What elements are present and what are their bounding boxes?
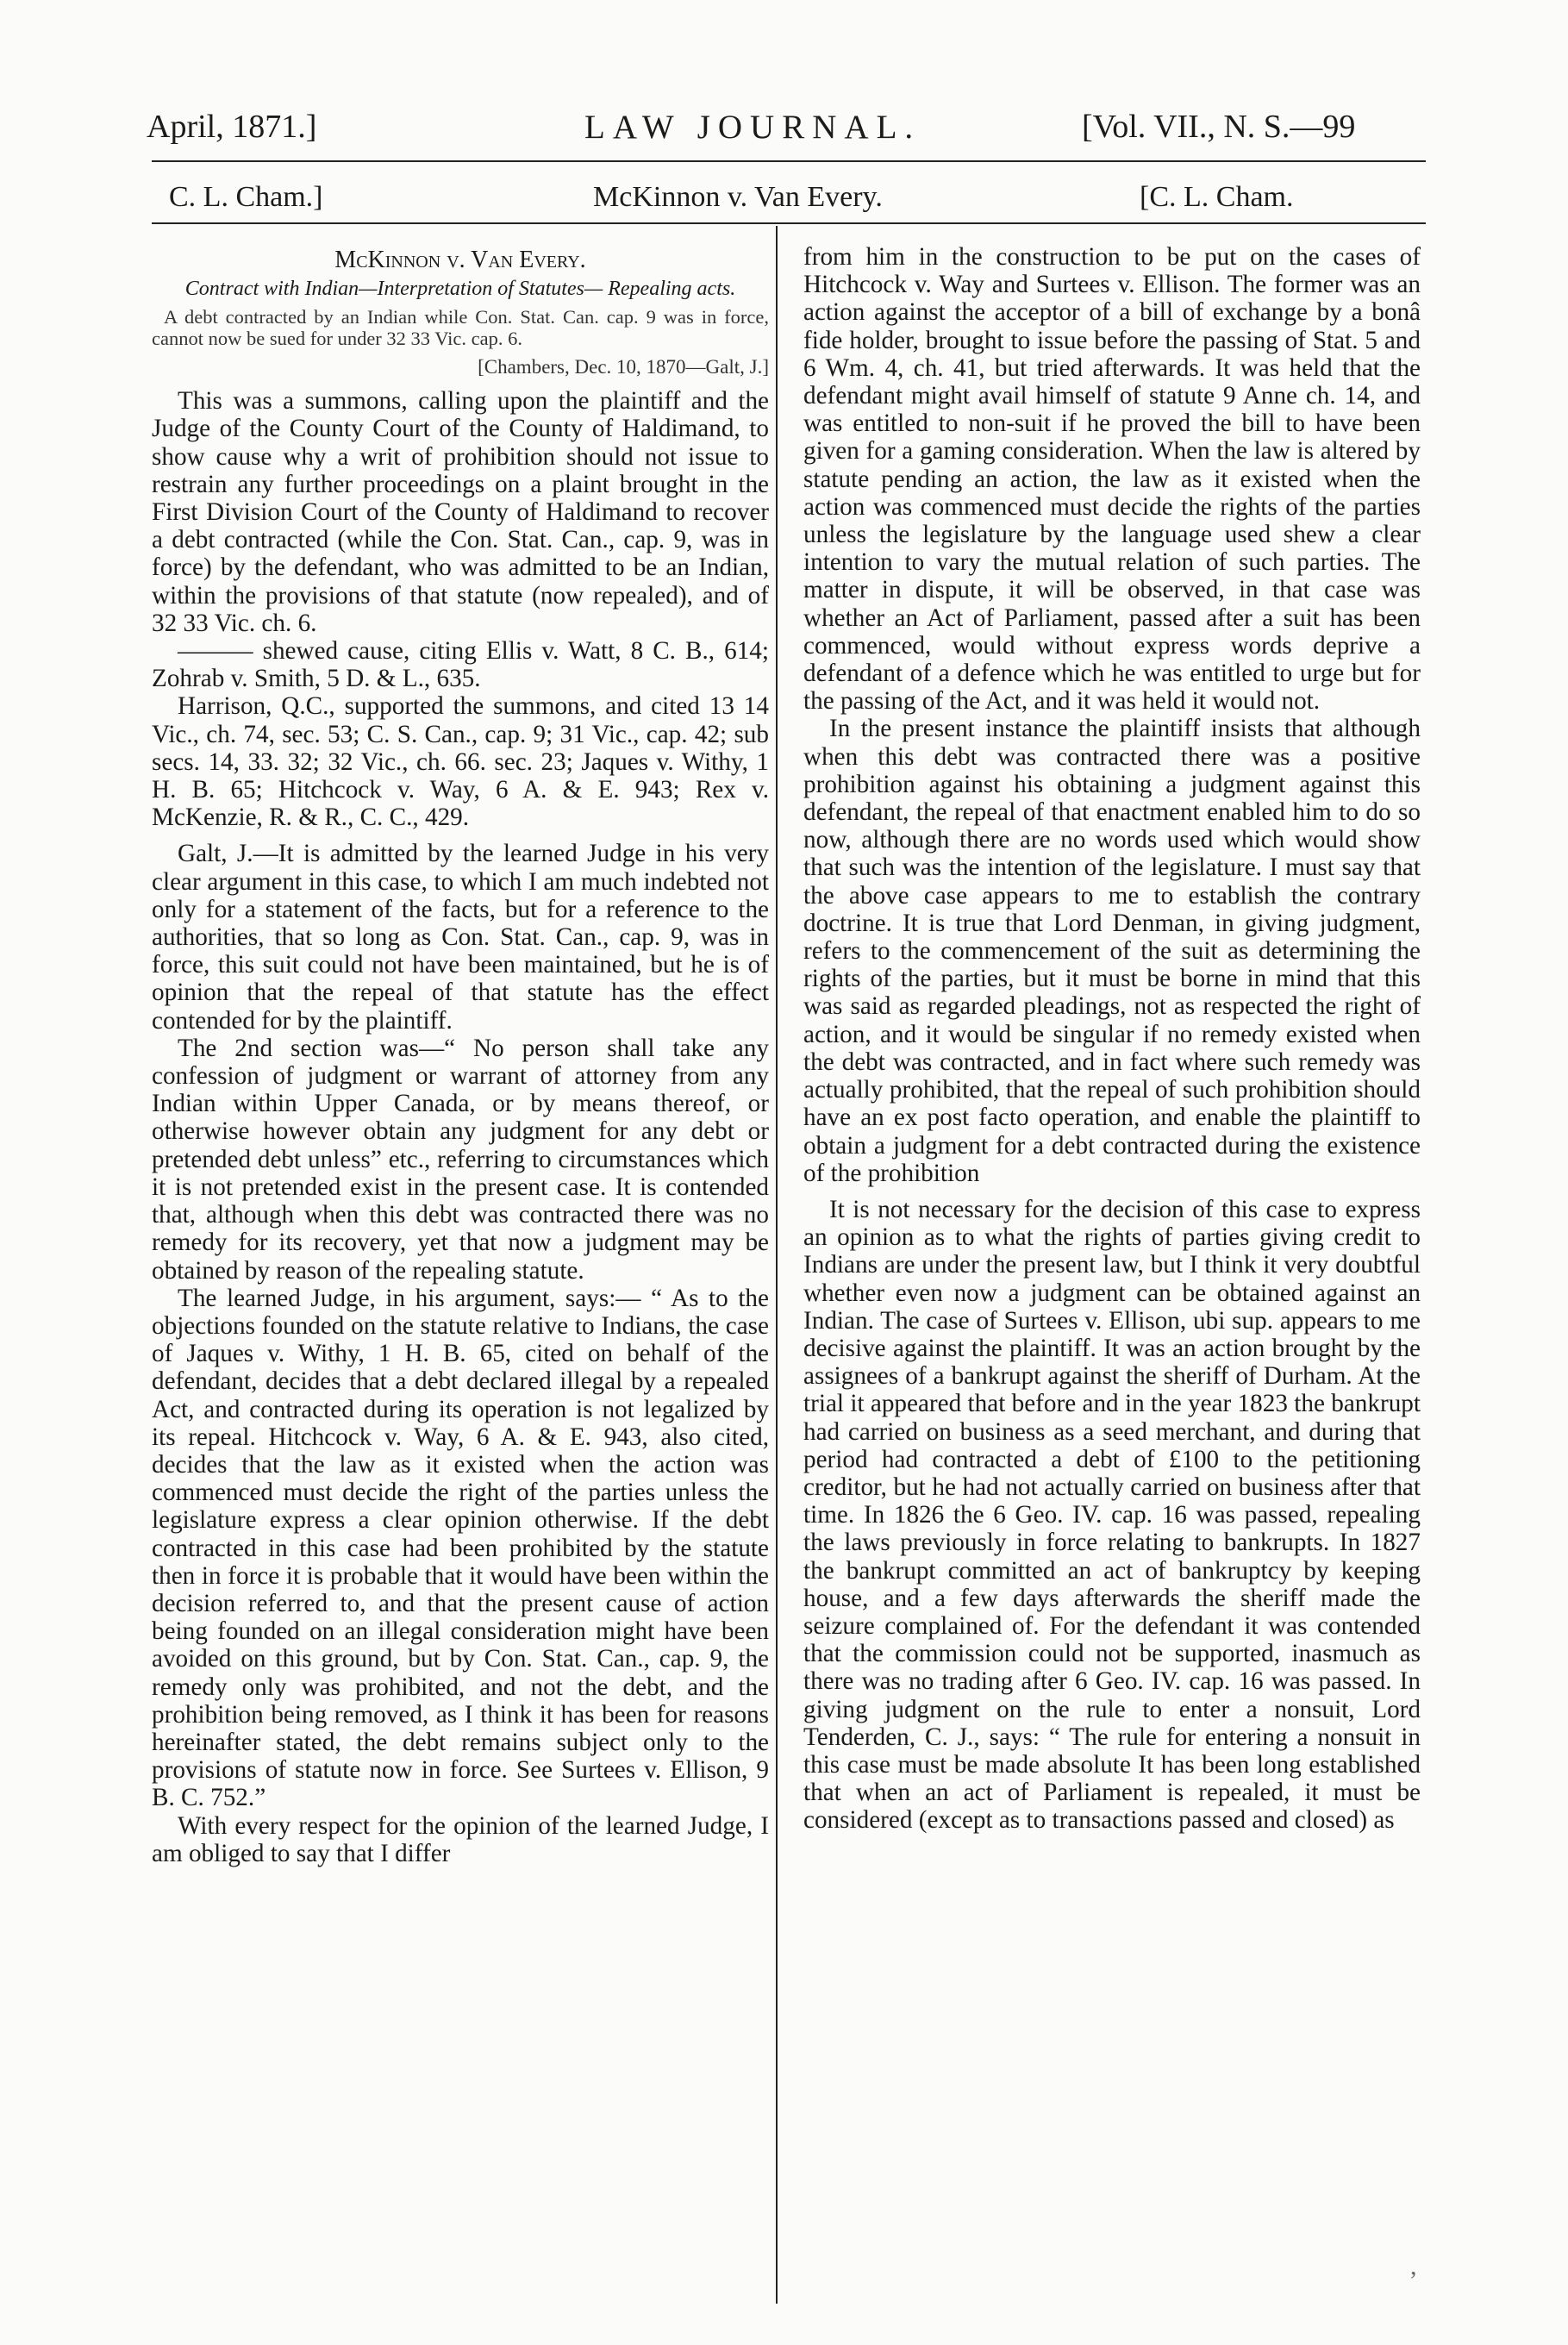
header-volume: [Vol. VII., N. S.—99: [1082, 109, 1356, 145]
paragraph: With every respect for the opinion of the learned Judge, I am obliged to say that I differ: [152, 1811, 769, 1867]
paragraph: ——— shewed cause, citing Ellis v. Watt, 8 C. B., 614; Zohrab v. Smith, 5 D. & L., 635.: [152, 637, 769, 693]
paragraph: from him in the construction to be put on the cases of Hitchcock v. Way and Surtees v. Ellison. The former was an action against the acceptor of a bill of exchange by a bonâ fide holder, brought to issue before the passing of Stat. 5 and 6 Wm. 4, ch. 41, but tried afterwards. It was held that the defendant might avail himself of statute 9 Anne ch. 14, and was entitled to non-suit if he proved the bill to have been given for a gaming consideration. When the law is altered by statute pending an action, the law as it existed when the action was commenced must decide the rights of the parties unless the legislature by the language used shew a clear intention to vary the mutual relation of such parties. The matter in dispute, it will be observed, in that case was whether an Act of Parliament, passed after a suit has been commenced, would without express words deprive a defendant of a defence which he was entitled to urge but for the passing of the Act, and it was held it would not.: [803, 243, 1421, 716]
right-column: [803, 243, 1421, 1835]
case-title: McKinnon v. Van Every.: [334, 247, 586, 273]
case-subtitle: Contract with Indian—Interpretation of Statutes— Repealing acts.: [184, 278, 736, 301]
paragraph: This was a summons, calling upon the plaintiff and the Judge of the County Court of the County of Haldimand, to show cause why a writ of prohibition should not issue to restrain any further proceedings on a plaint brought in the First Division Court of the County of Haldimand to recover a debt contracted (while the Con. Stat. Can., cap. 9, was in force) by the defendant, who was admitted to be an Indian, within the provisions of that statute (now repealed), and of 32 33 Vic. ch. 6.: [152, 387, 769, 637]
page-mark: ,: [1410, 2252, 1417, 2280]
paragraph: The learned Judge, in his argument, says:— “ As to the objections founded on the statute relative to Indians, the case of Jaques v. Withy, 1 H. B. 65, cited on behalf of the defendant, decides that a debt declared illegal by a repealed Act, and contracted during its operation is not legalized by its repeal. Hitchcock v. Way, 6 A. & E. 943, also cited, decides that the law as it existed when the action was commenced must decide the right of the parties unless the legislature express a clear opinion otherwise. If the debt contracted in this case had been prohibited by the statute then in force it is probable that it would have been within the decision referred to, and that the present cause of action being founded on an illegal consideration might have been avoided on this ground, but by Con. Stat. Can., cap. 9, the remedy only was prohibited, and not the debt, and the prohibition being removed, as I think it has been for reasons hereinafter stated, the debt remains subject only to the provisions of statute now in force. See Surtees v. Ellison, 9 B. C. 752.”: [152, 1284, 769, 1812]
header-rule-top: [152, 160, 1426, 162]
header-rule-bottom: [152, 222, 1426, 224]
paragraph: The 2nd section was—“ No person shall take any confession of judgment or warrant of attorney from any Indian within Upper Canada, or by means thereof, or otherwise however obtain any judgment for any debt or pretended debt unless” etc., referring to circumstances which it is not pretended exist in the present case. It is contended that, although when this debt was contracted there was no remedy for its recovery, yet that now a judgment may be obtained by reason of the repealing statute.: [152, 1034, 769, 1285]
header-date: April, 1871.]: [147, 109, 317, 145]
header-journal-title: LAW JOURNAL.: [584, 109, 921, 146]
header-court-left: C. L. Cham.]: [169, 181, 323, 213]
header-court-right: [C. L. Cham.: [1140, 181, 1294, 213]
header-case-running-title: McKinnon v. Van Every.: [593, 181, 883, 213]
paragraph: It is not necessary for the decision of this case to express an opinion as to what the rights of parties giving credit to Indians are under the present law, but I think it very doubtful whether even now a judgment can be obtained against an Indian. The case of Surtees v. Ellison, ubi sup. appears to me decisive against the plaintiff. It was an action brought by the assignees of a bankrupt against the sheriff of Durham. At the trial it appeared that before and in the year 1823 the bankrupt had carried on business as a seed merchant, and during that period had contracted a debt of £100 to the petitioning creditor, but he had not actually carried on business after that time. In 1826 the 6 Geo. IV. cap. 16 was passed, repealing the laws previously in force relating to bankrupts. In 1827 the bankrupt committed an act of bankruptcy by keeping house, and a few days afterwards the sheriff made the seizure complained of. For the defendant it was contended that the commission could not be supported, inasmuch as there was no trading after 6 Geo. IV. cap. 16 was passed. In giving judgment on the rule to enter a nonsuit, Lord Tenderden, C. J., says: “ The rule for entering a nonsuit in this case must be made absolute It has been long established that when an act of Parliament is repealed, it must be considered (except as to transactions passed and closed) as: [803, 1195, 1421, 1835]
case-headnote: A debt contracted by an Indian while Con. Stat. Can. cap. 9 was in force, cannot now be sued for under 32 33 Vic. cap. 6.: [152, 306, 769, 350]
column-divider: [776, 226, 778, 2304]
paragraph: Harrison, Q.C., supported the summons, and cited 13 14 Vic., ch. 74, sec. 53; C. S. Can., cap. 9; 31 Vic., cap. 42; sub secs. 14, 33. 32; 32 Vic., ch. 66. sec. 23; Jaques v. Withy, 1 H. B. 65; Hitchcock v. Way, 6 A. & E. 943; Rex v. McKenzie, R. & R., C. C., 429.: [152, 692, 769, 832]
paragraph: In the present instance the plaintiff insists that although when this debt was contracted there was a positive prohibition against his obtaining a judgment against this defendant, the repeal of that enactment enabled him to do so now, although there are no words used which would show that such was the intention of the legislature. I must say that the above case appears to me to establish the contrary doctrine. It is true that Lord Denman, in giving judgment, refers to the commencement of the suit as determining the rights of the parties, but it must be borne in mind that this was said as regarded pleadings, not as respected the right of action, and it would be singular if no remedy existed when the debt was contracted, and in fact where such remedy was actually prohibited, that the repeal of such prohibition should have an ex post facto operation, and enable the plaintiff to obtain a judgment for a debt contracted during the existence of the prohibition: [803, 715, 1421, 1187]
left-column: [152, 243, 769, 1867]
case-dateline: [Chambers, Dec. 10, 1870—Galt, J.]: [478, 356, 769, 378]
paragraph: Galt, J.—It is admitted by the learned Judge in his very clear argument in this case, to which I am much indebted not only for a statement of the facts, but for a reference to the authorities, that so long as Con. Stat. Can., cap. 9, was in force, this suit could not have been maintained, but he is of opinion that the repeal of that statute has the effect contended for by the plaintiff.: [152, 840, 769, 1035]
